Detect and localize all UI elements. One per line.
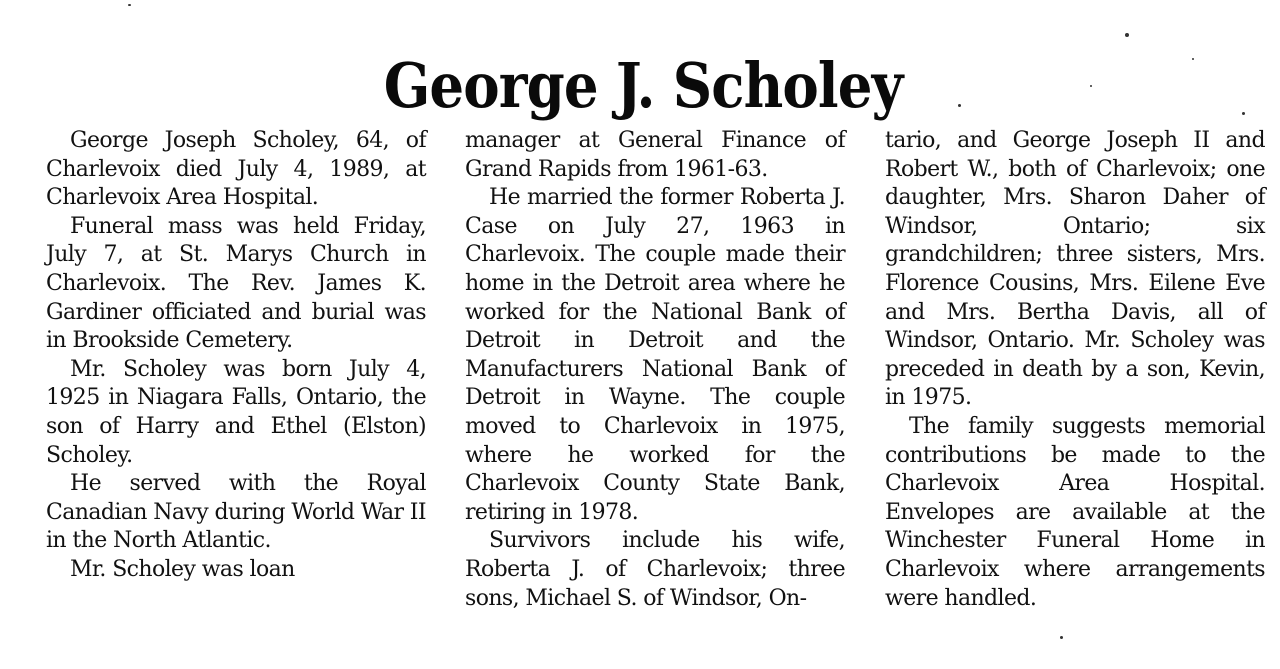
print-speck [1090, 85, 1092, 87]
print-speck [1242, 112, 1245, 115]
paragraph: He served with the Royal Canadian Navy during World War II in the North Atlantic. [46, 471, 426, 554]
paragraph: tario, and George Joseph II and Robert W., both of Charlevoix; one daughter, Mrs. Sharon Daher of Windsor, Ontario; six grandchildren; three sisters, Mrs. Florence Cousins, Mrs. Eilene Eve and Mrs. Bertha Davis, all of Windsor, Ontario. Mr. Scholey was preceded in death by a son, Kevin, in 1975. [885, 128, 1265, 411]
paragraph: The family suggests memorial contributions be made to the Charlevoix Area Hospital. Envelopes are available at the Winchester Funeral Home in Charlevoix where arrangements were handled. [885, 413, 1265, 611]
print-speck [1192, 58, 1194, 60]
paragraph: manager at General Finance of Grand Rapids from 1961-63. [465, 128, 845, 182]
print-speck [128, 4, 131, 6]
paragraph: George Joseph Scholey, 64, of Charlevoix died July 4, 1989, at Charlevoix Area Hospital. [46, 128, 426, 211]
paragraph: He married the former Roberta J. Case on July 27, 1963 in Charlevoix. The couple made their home in the Detroit area where he worked for the National Bank of Detroit in Detroit and the Manufacturers National Bank of Detroit in Wayne. The couple moved to Charlevoix in 1975, where he worked for the Charlevoix County State Bank, retiring in 1978. [465, 185, 845, 525]
print-speck [958, 104, 961, 107]
article-column-2 [465, 127, 845, 613]
obituary-headline: George J. Scholey [383, 49, 903, 122]
print-speck [1060, 636, 1063, 639]
paragraph: Mr. Scholey was loan [70, 556, 295, 582]
print-speck [1125, 33, 1129, 37]
paragraph: Mr. Scholey was born July 4, 1925 in Niagara Falls, Ontario, the son of Harry and Ethel (Elston) Scholey. [46, 356, 426, 468]
article-column-3 [885, 127, 1265, 613]
paragraph: Survivors include his wife, Roberta J. of Charlevoix; three sons, Michael S. of Windsor, On- [465, 528, 845, 611]
paragraph: Funeral mass was held Friday, July 7, at St. Marys Church in Charlevoix. The Rev. James K. Gardiner officiated and burial was in Brookside Cemetery. [46, 213, 426, 354]
article-column-1 [46, 127, 426, 585]
